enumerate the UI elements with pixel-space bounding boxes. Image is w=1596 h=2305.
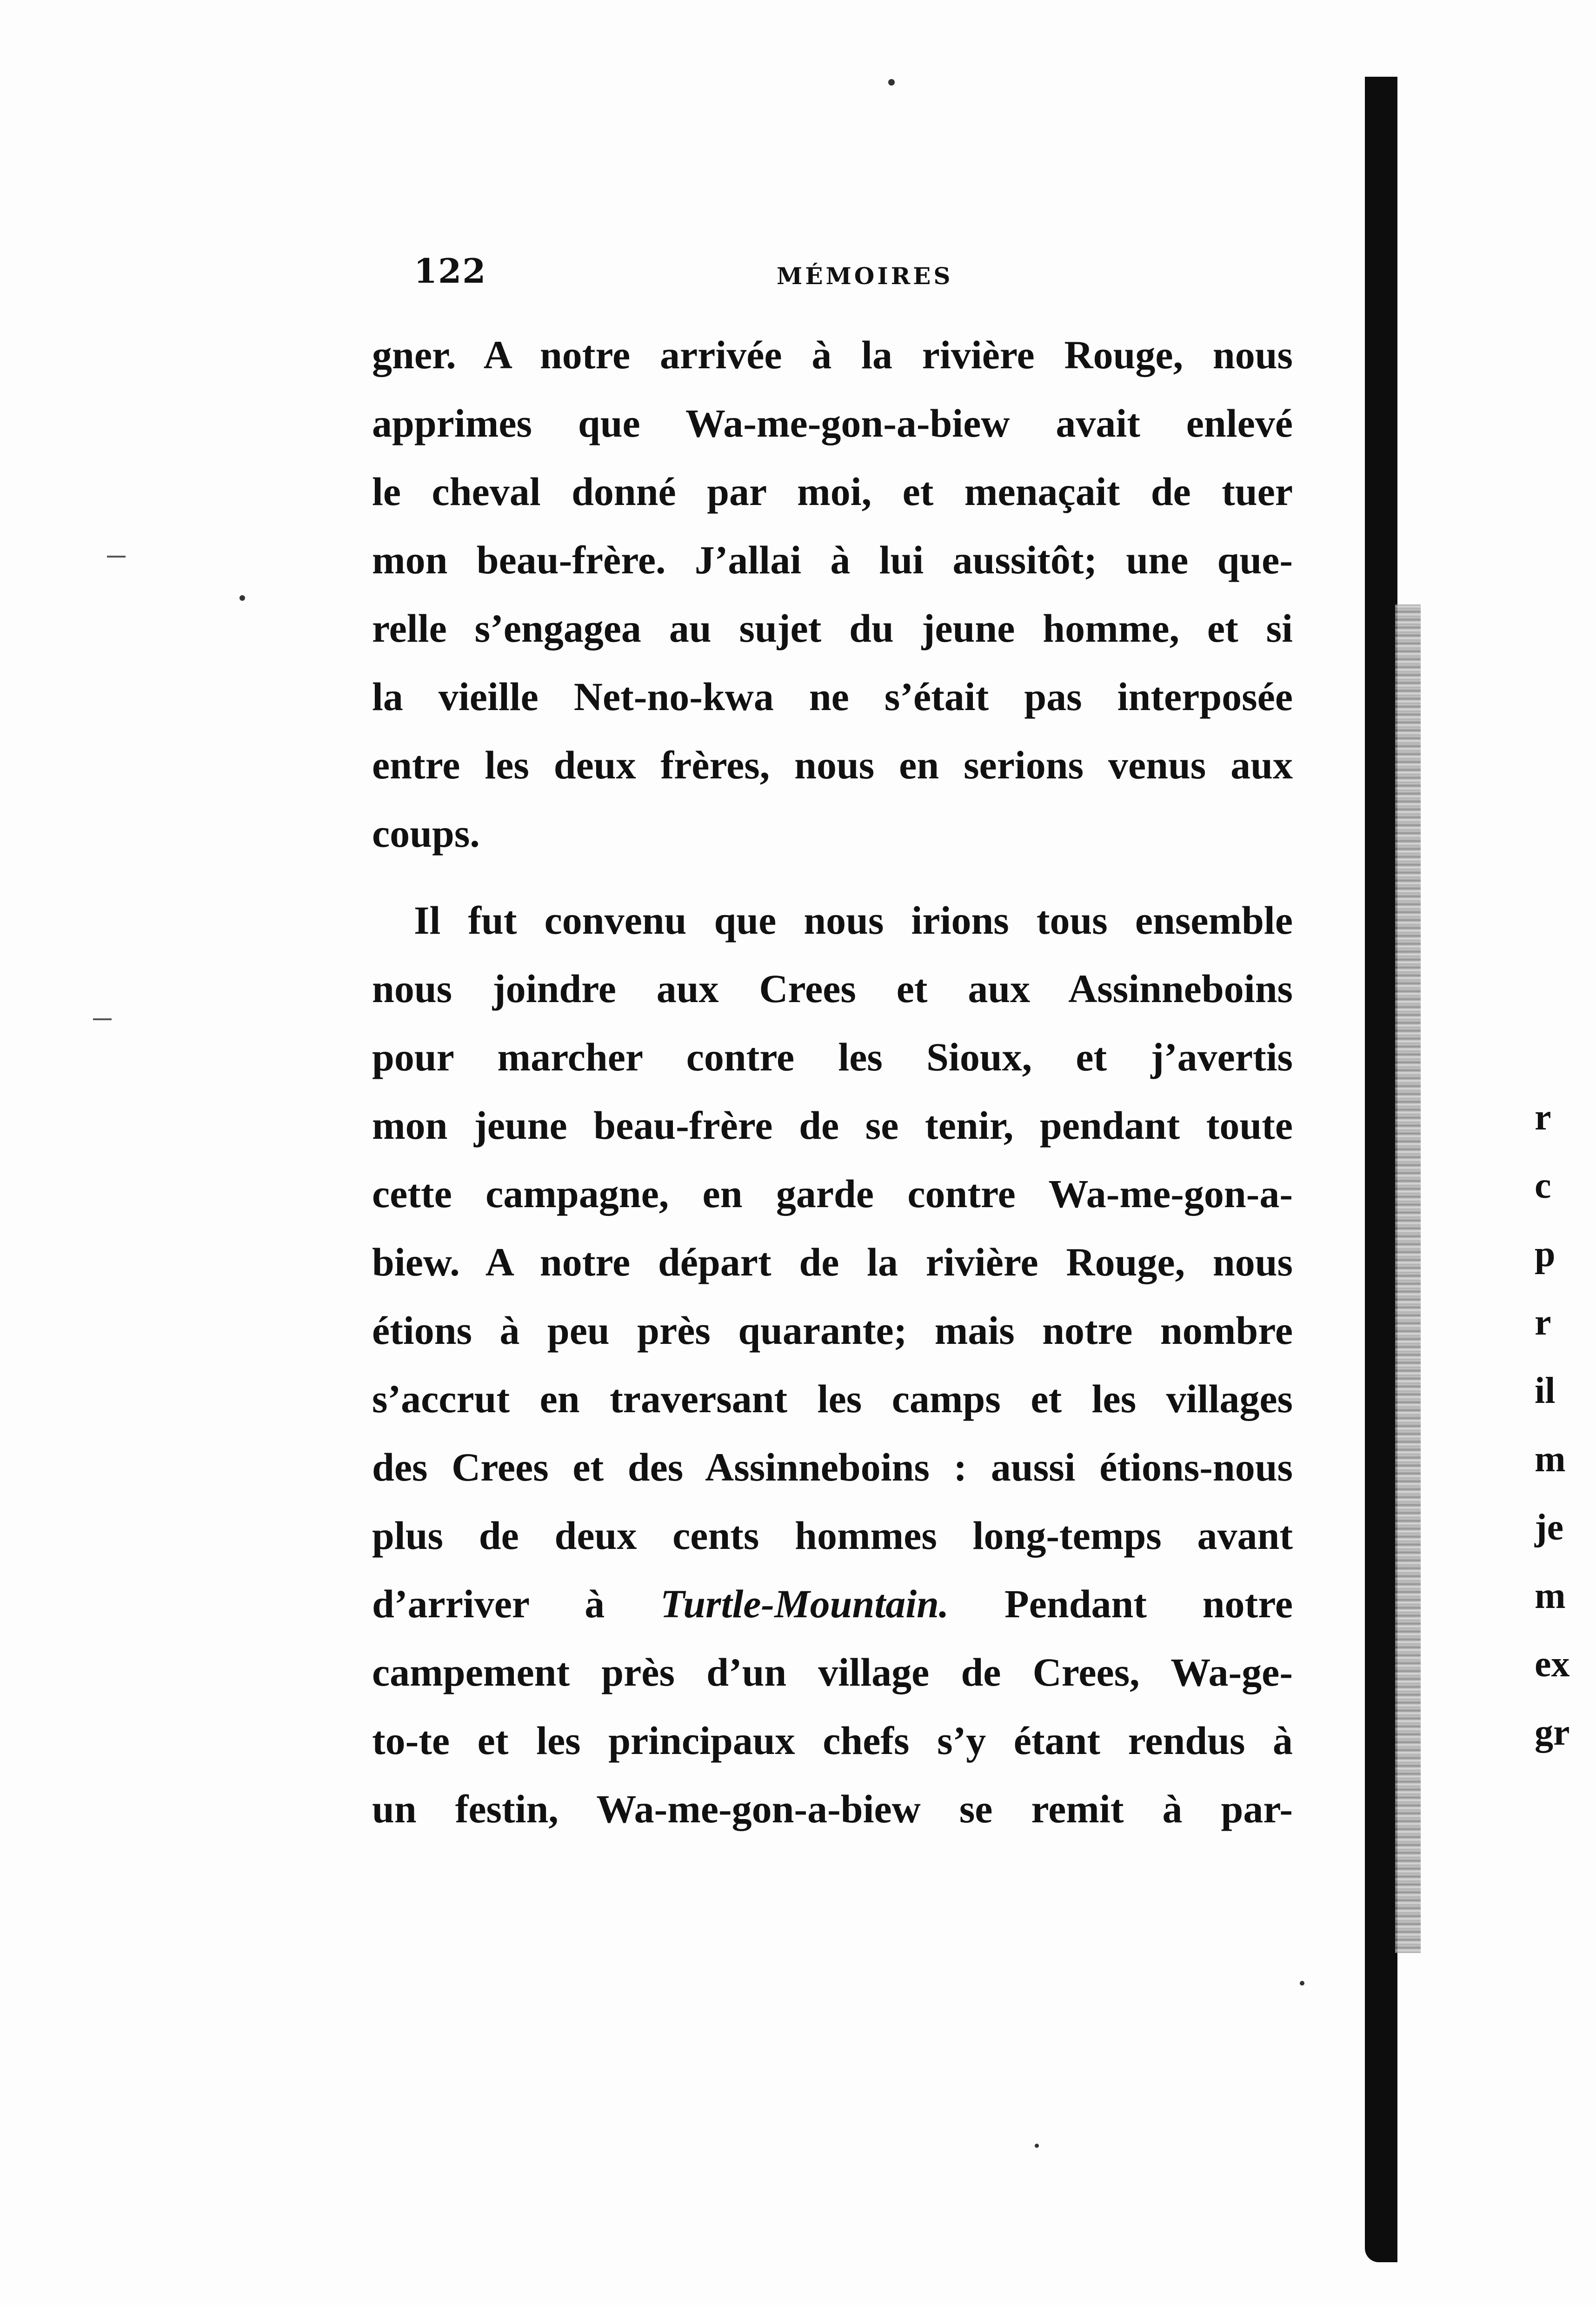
paragraph-gap [372, 868, 1293, 886]
fragment: r [1535, 1097, 1551, 1138]
text-line: le cheval donné par moi, et menaçait de tuer [372, 469, 1293, 514]
text-line: plus de deux cents hommes long-temps avant [372, 1513, 1293, 1558]
text-line: apprimes que Wa-me-gon-a-biew avait enlevé [372, 401, 1293, 445]
book-spine-shadow [1365, 77, 1397, 2262]
fragment: ex [1535, 1644, 1570, 1685]
text-line: mon jeune beau-frère de se tenir, pendant toute [372, 1103, 1293, 1148]
fragment: r [1535, 1302, 1551, 1343]
scan-speck [107, 556, 126, 558]
book-spine-edge [1395, 604, 1421, 1953]
text-line: s’accrut en traversant les camps et les villages [372, 1376, 1293, 1421]
text-line: un festin, Wa-me-gon-a-biew se remit à par- [372, 1787, 1293, 1831]
scan-speck [1035, 2144, 1039, 2148]
running-title: MÉMOIRES [777, 262, 953, 290]
scan-speck [888, 79, 895, 86]
text-line: nous joindre aux Crees et aux Assinneboins [372, 966, 1293, 1011]
fragment: p [1535, 1234, 1556, 1275]
scan-speck [93, 1018, 112, 1020]
facing-page-fragments [1535, 1083, 1596, 1767]
page-number: 122 [414, 251, 487, 291]
text-line: entre les deux frères, nous en serions venus aux [372, 743, 1293, 787]
place-name-italic: Turtle-Mountain. [660, 1581, 949, 1626]
text-line: des Crees et des Assinneboins : aussi étions-nous [372, 1445, 1293, 1489]
text-line: pour marcher contre les Sioux, et j’avertis [372, 1035, 1293, 1079]
fragment: c [1535, 1165, 1551, 1206]
text-line: mon beau-frère. J’allai à lui aussitôt; une que- [372, 538, 1293, 582]
page-header [414, 251, 1288, 293]
text-fragment: d’arriver à [372, 1581, 660, 1626]
text-fragment: Pendant notre [949, 1581, 1293, 1626]
text-line: Il fut convenu que nous irions tous ensemble [414, 898, 1293, 943]
text-line: to-te et les principaux chefs s’y étant rendus à [372, 1718, 1293, 1763]
fragment: je [1535, 1507, 1564, 1548]
text-line-turtle-mountain [372, 1570, 1293, 1638]
text-line: cette campagne, en garde contre Wa-me-gon-a- [372, 1171, 1293, 1216]
text-line: relle s’engagea au sujet du jeune homme, et si [372, 606, 1293, 651]
scan-speck [1300, 1981, 1304, 1986]
text-line: la vieille Net-no-kwa ne s’était pas interposée [372, 674, 1293, 719]
fragment: il [1535, 1370, 1556, 1411]
text-line: étions à peu près quarante; mais notre nombre [372, 1308, 1293, 1353]
text-line: coups. [372, 811, 480, 856]
fragment: m [1535, 1575, 1566, 1616]
scan-speck [239, 595, 245, 601]
text-line: biew. A notre départ de la rivière Rouge, nous [372, 1240, 1293, 1284]
fragment: gr [1535, 1712, 1570, 1753]
text-line: campement près d’un village de Crees, Wa-ge- [372, 1650, 1293, 1694]
body-text [372, 321, 1293, 1843]
text-line: gner. A notre arrivée à la rivière Rouge, nous [372, 332, 1293, 377]
fragment: m [1535, 1439, 1566, 1480]
